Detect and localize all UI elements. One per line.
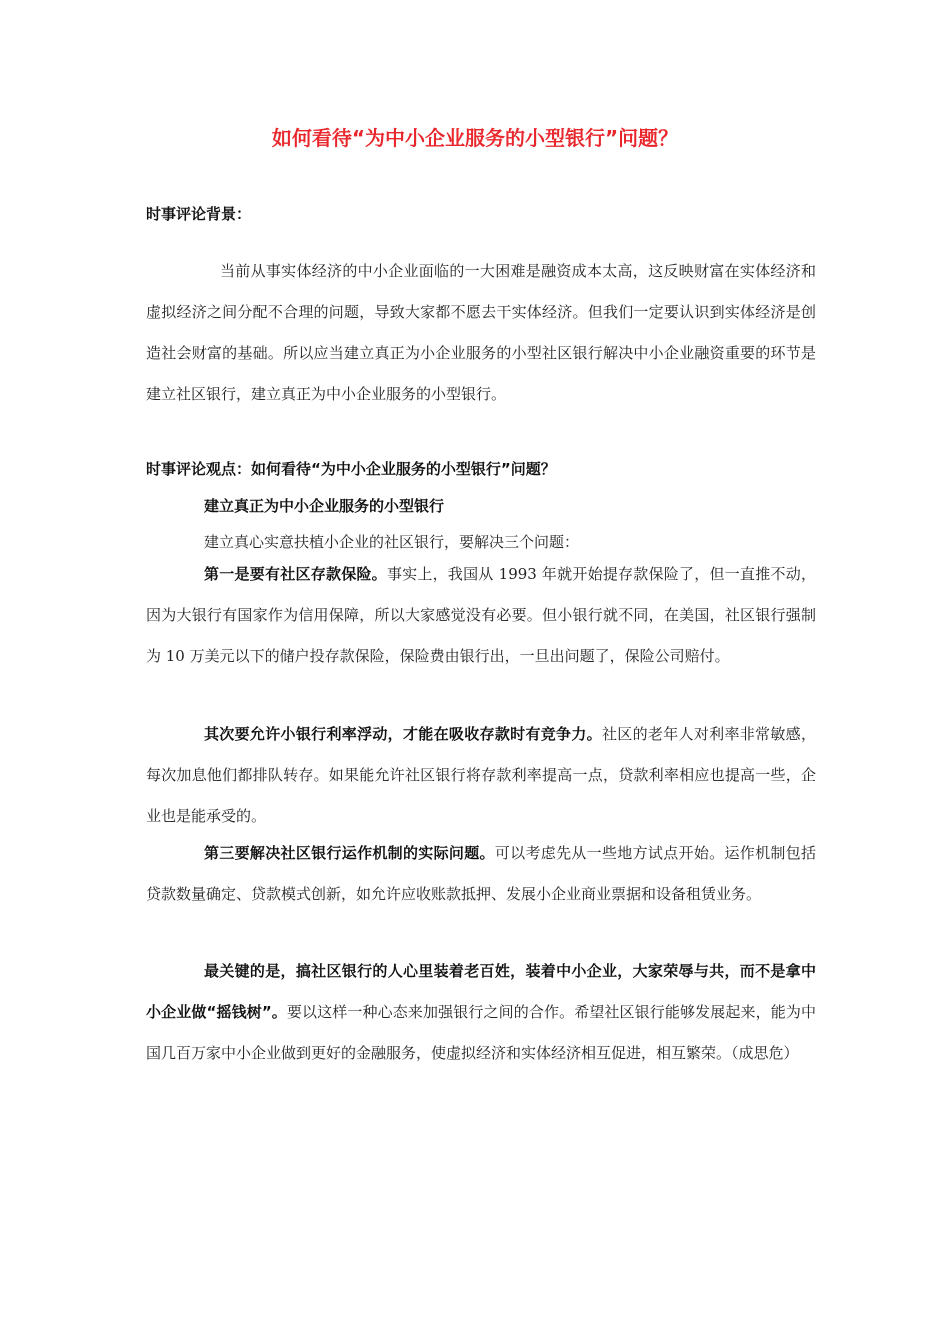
point-3-bold: 第三要解决社区银行运作机制的实际问题。 — [204, 844, 495, 862]
viewpoint-intro: 建立真心实意扶植小企业的社区银行，要解决三个问题： — [204, 533, 580, 551]
point-paragraph-3 — [146, 833, 816, 915]
point-3-text: 可以考虑先从一些地方试点开始。运作机制包括贷款数量确定、贷款模式创新，如允许应收账款抵押、发展小企业商业票据和设备租赁业务。 — [146, 844, 816, 903]
viewpoint-heading: 时事评论观点：如何看待“为中小企业服务的小型银行”问题？ — [146, 460, 556, 478]
point-4-text: 要以这样一种心态来加强银行之间的合作。希望社区银行能够发展起来，能为中国几百万家中小企业做到更好的金融服务，使虚拟经济和实体经济相互促进，相互繁荣。（成思危） — [146, 1003, 816, 1062]
background-heading: 时事评论背景： — [146, 205, 252, 223]
point-1-bold: 第一是要有社区存款保险。 — [204, 565, 387, 583]
point-2-bold: 其次要允许小银行利率浮动，才能在吸收存款时有竞争力。 — [204, 725, 602, 743]
point-1-text: 事实上，我国从 1993 年就开始提存款保险了，但一直推不动，因为大银行有国家作为信用保障，所以大家感觉没有必要。但小银行就不同，在美国，社区银行强制为 10 万美元以下的储户投存款保险，保险费由银行出，一旦出问题了，保险公司赔付。 — [146, 565, 816, 665]
point-4-bold: 最关键的是，搞社区银行的人心里装着老百姓，装着中小企业，大家荣辱与共，而不是拿中小企业做“摇钱树”。 — [146, 962, 816, 1021]
background-paragraph: 当前从事实体经济的中小企业面临的一大困难是融资成本太高，这反映财富在实体经济和虚拟经济之间分配不合理的问题，导致大家都不愿去干实体经济。但我们一定要认识到实体经济是创造社会财富的基础。所以应当建立真正为小企业服务的小型社区银行解决中小企业融资重要的环节是建立社区银行，建立真正为中小企业服务的小型银行。 — [146, 262, 816, 403]
viewpoint-subheading: 建立真正为中小企业服务的小型银行 — [204, 497, 445, 515]
point-2-text: 社区的老年人对利率非常敏感，每次加息他们都排队转存。如果能允许社区银行将存款利率提高一点，贷款利率相应也提高一些，企业也是能承受的。 — [146, 725, 816, 825]
document-title: 如何看待“为中小企业服务的小型银行”问题？ — [271, 126, 679, 150]
point-paragraph-2 — [146, 714, 816, 837]
point-paragraph-1 — [146, 554, 816, 677]
point-paragraph-4 — [146, 951, 816, 1074]
